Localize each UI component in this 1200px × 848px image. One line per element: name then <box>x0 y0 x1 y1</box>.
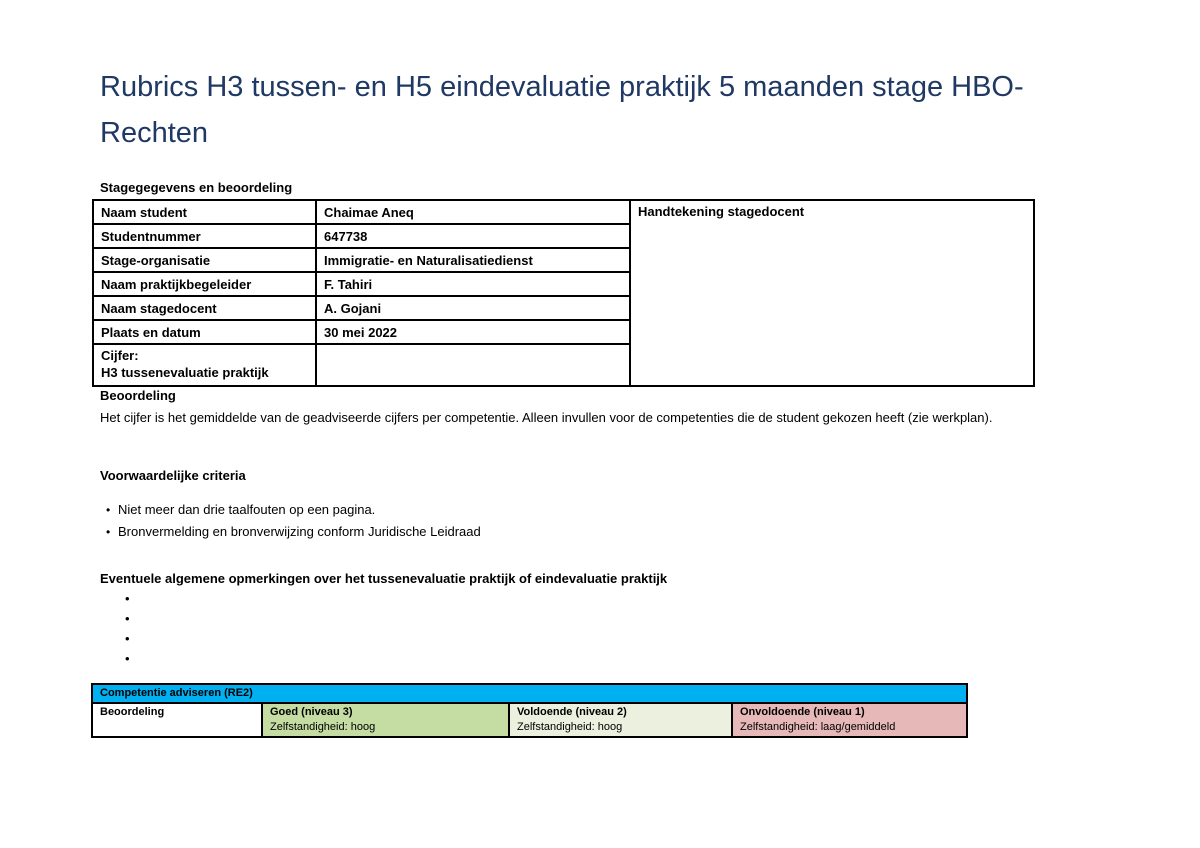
row-value: 647738 <box>316 224 630 248</box>
level-goed <box>262 703 509 737</box>
criteria-item-text: Bronvermelding en bronverwijzing conform Juridische Leidraad <box>118 524 481 539</box>
bullet-icon: • <box>125 591 130 606</box>
row-label: Plaats en datum <box>93 320 316 344</box>
bullet-icon: • <box>125 611 130 626</box>
level-title: Onvoldoende (niveau 1) <box>740 706 865 718</box>
grade-value <box>316 344 630 386</box>
grade-label <box>93 344 316 386</box>
row-label: Naam stagedocent <box>93 296 316 320</box>
list-item <box>125 609 130 629</box>
grade-label-line1: Cijfer: <box>101 348 139 363</box>
level-sub: Zelfstandigheid: laag/gemiddeld <box>740 721 896 733</box>
criteria-heading: Voorwaardelijke criteria <box>100 468 246 483</box>
row-value: Chaimae Aneq <box>316 200 630 224</box>
stage-info-table <box>92 199 1035 387</box>
rubric-row-label <box>92 703 262 737</box>
level-title: Voldoende (niveau 2) <box>517 706 627 718</box>
bullet-icon: • <box>106 525 111 539</box>
level-title: Goed (niveau 3) <box>270 706 353 718</box>
row-value: A. Gojani <box>316 296 630 320</box>
list-item <box>125 629 130 649</box>
level-sub: Zelfstandigheid: hoog <box>517 721 623 733</box>
criteria-item-text: Niet meer dan drie taalfouten op een pagina. <box>118 502 376 517</box>
table-row <box>93 200 1034 224</box>
signature-label: Handtekening stagedocent <box>638 204 805 219</box>
list-item <box>106 521 481 543</box>
grade-label-line2: H3 tussenevaluatie praktijk <box>101 365 269 380</box>
row-value: 30 mei 2022 <box>316 320 630 344</box>
bullet-icon: • <box>125 631 130 646</box>
table-row <box>92 684 967 703</box>
opmerkingen-list <box>125 589 130 669</box>
bullet-icon: • <box>106 503 111 517</box>
level-sub: Zelfstandigheid: hoog <box>270 721 376 733</box>
list-item <box>125 589 130 609</box>
level-voldoende <box>509 703 732 737</box>
row-value: F. Tahiri <box>316 272 630 296</box>
opmerkingen-heading: Eventuele algemene opmerkingen over het tussenevaluatie praktijk of eindevaluatie praktijk <box>100 571 668 586</box>
row-label: Naam praktijkbegeleider <box>93 272 316 296</box>
list-item <box>106 499 481 521</box>
table-row <box>92 703 967 737</box>
bullet-icon: • <box>125 651 130 666</box>
signature-cell <box>630 200 1034 386</box>
level-onvoldoende <box>732 703 967 737</box>
rubric-row-label-text: Beoordeling <box>100 706 165 718</box>
competence-header: Competentie adviseren (RE2) <box>92 684 967 703</box>
beoordeling-text: Het cijfer is het gemiddelde van de geadviseerde cijfers per competentie. Alleen invullen voor de competenties die de student gekozen heeft (zie werkplan). <box>100 410 993 425</box>
row-label: Stage-organisatie <box>93 248 316 272</box>
row-label: Naam student <box>93 200 316 224</box>
row-label: Studentnummer <box>93 224 316 248</box>
list-item <box>125 649 130 669</box>
beoordeling-heading: Beoordeling <box>100 388 176 403</box>
page-title: Rubrics H3 tussen- en H5 eindevaluatie praktijk 5 maanden stage HBO-Rechten <box>100 71 1024 149</box>
stage-section-heading: Stagegegevens en beoordeling <box>100 180 293 195</box>
criteria-list <box>106 499 481 543</box>
rubric-table <box>91 683 968 738</box>
row-value: Immigratie- en Naturalisatiedienst <box>316 248 630 272</box>
